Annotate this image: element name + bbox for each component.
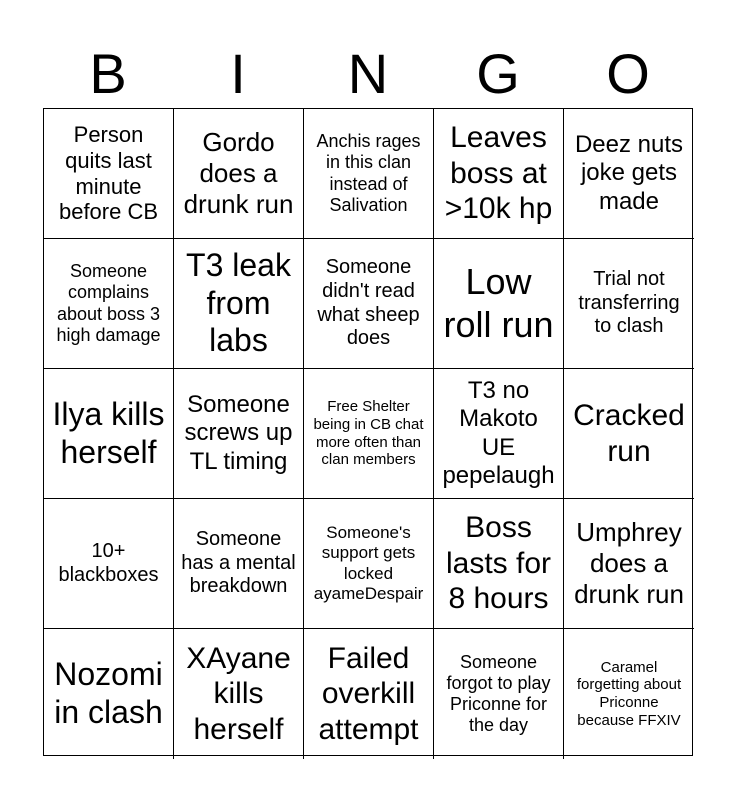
bingo-cell[interactable]: Caramel forgetting about Priconne because FFXIV	[576, 658, 682, 729]
bingo-cell[interactable]: Ilya kills herself	[44, 369, 174, 499]
header-letter-b: B	[89, 42, 127, 105]
bingo-board	[43, 108, 693, 756]
bingo-cell[interactable]: T3 leak from labs	[174, 239, 304, 369]
header-letter-i: I	[230, 42, 246, 105]
bingo-cell[interactable]: Person quits last minute before CB	[44, 109, 174, 239]
header-letter-g: G	[476, 42, 520, 105]
bingo-cell[interactable]: Someone complains about boss 3 high damage	[44, 239, 174, 369]
bingo-header	[43, 40, 693, 108]
bingo-cell[interactable]: Failed overkill attempt	[304, 629, 434, 759]
bingo-cell[interactable]: XAyane kills herself	[174, 629, 304, 759]
bingo-cell[interactable]: Trial not transferring to clash	[564, 239, 694, 369]
bingo-cell[interactable]: Deez nuts joke gets made	[564, 109, 694, 239]
bingo-cell[interactable]: Anchis rages in this clan instead of Salivation	[304, 109, 434, 239]
bingo-cell[interactable]: Boss lasts for 8 hours	[434, 499, 564, 629]
header-letter-n: N	[347, 42, 389, 105]
bingo-cell[interactable]: Nozomi in clash	[44, 629, 174, 759]
header-letter-o: O	[606, 42, 650, 105]
bingo-cell[interactable]: Someone screws up TL timing	[174, 369, 304, 499]
bingo-cell[interactable]: Someone didn't read what sheep does	[304, 239, 434, 369]
bingo-cell[interactable]: Gordo does a drunk run	[174, 109, 304, 239]
bingo-cell[interactable]: Cracked run	[564, 369, 694, 499]
bingo-cell[interactable]: Leaves boss at >10k hp	[434, 109, 564, 239]
bingo-cell[interactable]: Someone's support gets locked ayameDespair	[304, 499, 434, 629]
bingo-cell[interactable]: T3 no Makoto UE pepelaugh	[434, 369, 564, 499]
bingo-cell[interactable]: Umphrey does a drunk run	[564, 499, 694, 629]
bingo-cell[interactable]: 10+ blackboxes	[44, 499, 174, 629]
bingo-cell[interactable]: Someone forgot to play Priconne for the day	[434, 629, 564, 759]
bingo-cell[interactable]: Free Shelter being in CB chat more often than clan members	[304, 369, 434, 499]
bingo-cell[interactable]: Someone has a mental breakdown	[174, 499, 304, 629]
bingo-cell[interactable]: Low roll run	[434, 239, 564, 369]
